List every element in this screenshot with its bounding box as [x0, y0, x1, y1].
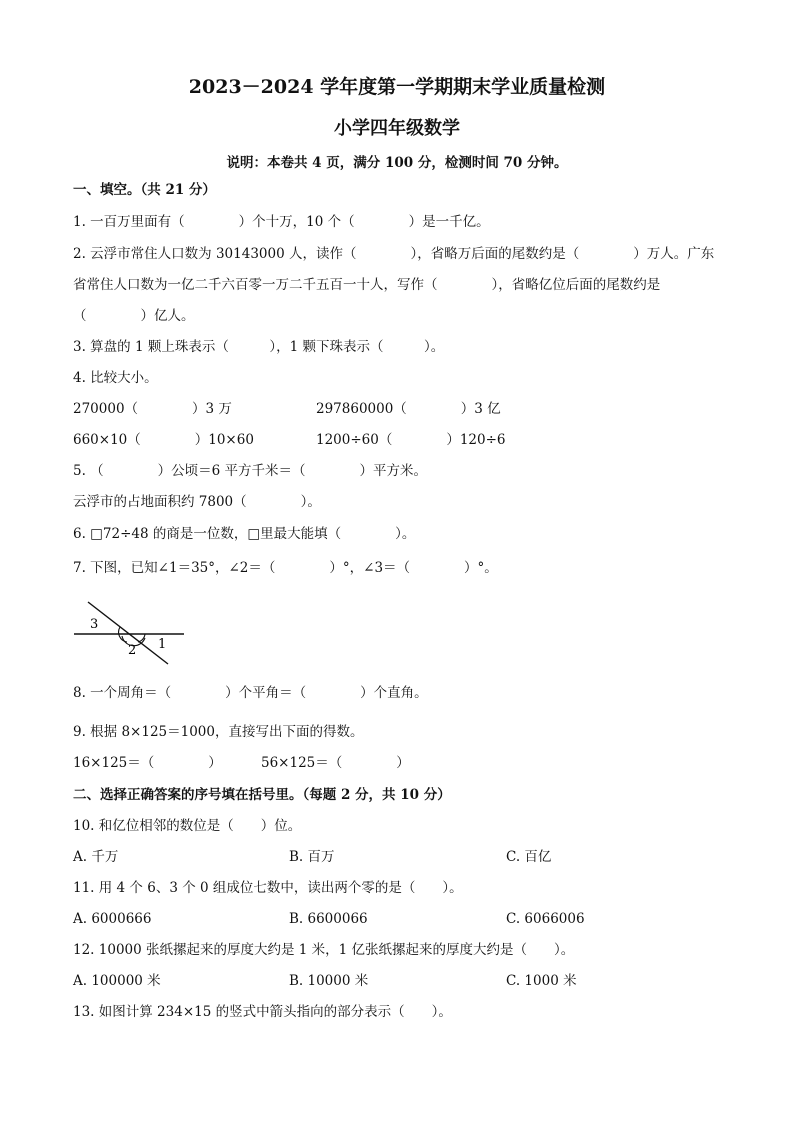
question-4-a: 270000（ ）3 万 [73, 401, 232, 417]
question-2-line1: 2. 云浮市常住人口数为 30143000 人，读作（ ），省略万后面的尾数约是（ ）万人。广东 [73, 246, 715, 262]
question-5-line1: 5. （ ）公顷＝6 平方千米＝（ ）平方米。 [73, 463, 428, 479]
page-subtitle: 小学四年级数学 [334, 118, 460, 139]
question-6: 6. □72÷48 的商是一位数，□里最大能填（ ）。 [73, 526, 416, 542]
question-11-option-a: A. 6000666 [73, 911, 152, 927]
question-12-option-c: C. 1000 米 [506, 973, 577, 989]
section1-heading: 一、填空。（共 21 分） [73, 182, 216, 198]
section2-heading: 二、选择正确答案的序号填在括号里。（每题 2 分，共 10 分） [73, 787, 451, 803]
figure-label-2: 2 [128, 643, 137, 658]
question-3: 3. 算盘的 1 颗上珠表示（ ），1 颗下珠表示（ ）。 [73, 339, 445, 355]
page-title: 2023－2024 学年度第一学期期末学业质量检测 [188, 76, 606, 98]
question-5-line2: 云浮市的占地面积约 7800（ ）。 [73, 494, 321, 510]
angle-figure [70, 598, 190, 668]
question-12-option-a: A. 100000 米 [73, 973, 161, 989]
question-4-c: 660×10（ ）10×60 [73, 432, 254, 448]
question-1: 1. 一百万里面有（ ）个十万，10 个（ ）是一千亿。 [73, 214, 490, 230]
question-2-line3: （ ）亿人。 [73, 308, 195, 324]
question-12: 12. 10000 张纸摞起来的厚度大约是 1 米，1 亿张纸摞起来的厚度大约是（ ）。 [73, 942, 575, 958]
question-7: 7. 下图，已知∠1＝35°，∠2＝（ ）°，∠3＝（ ）°。 [73, 560, 498, 576]
question-9-b: 56×125＝（ ） [261, 755, 410, 771]
question-10-option-a: A. 千万 [73, 849, 119, 865]
figure-label-1: 1 [158, 637, 167, 652]
question-11: 11. 用 4 个 6、3 个 0 组成位七数中，读出两个零的是（ ）。 [73, 880, 463, 896]
question-11-option-b: B. 6600066 [289, 911, 368, 927]
question-11-option-c: C. 6066006 [506, 911, 585, 927]
question-10: 10. 和亿位相邻的数位是（ ）位。 [73, 818, 302, 834]
question-8: 8. 一个周角＝（ ）个平角＝（ ）个直角。 [73, 685, 428, 701]
question-4-b: 297860000（ ）3 亿 [316, 401, 501, 417]
figure-label-3: 3 [90, 617, 99, 632]
question-4: 4. 比较大小。 [73, 370, 158, 386]
exam-note: 说明：本卷共 4 页，满分 100 分，检测时间 70 分钟。 [226, 155, 568, 171]
question-13: 13. 如图计算 234×15 的竖式中箭头指向的部分表示（ ）。 [73, 1004, 452, 1020]
question-10-option-b: B. 百万 [289, 849, 335, 865]
question-4-d: 1200÷60（ ）120÷6 [316, 432, 506, 448]
question-12-option-b: B. 10000 米 [289, 973, 369, 989]
question-9-a: 16×125＝（ ） [73, 755, 222, 771]
question-10-option-c: C. 百亿 [506, 849, 552, 865]
question-9: 9. 根据 8×125＝1000，直接写出下面的得数。 [73, 724, 364, 740]
question-2-line2: 省常住人口数为一亿二千六百零一万二千五百一十人，写作（ ），省略亿位后面的尾数约是 [73, 277, 661, 293]
